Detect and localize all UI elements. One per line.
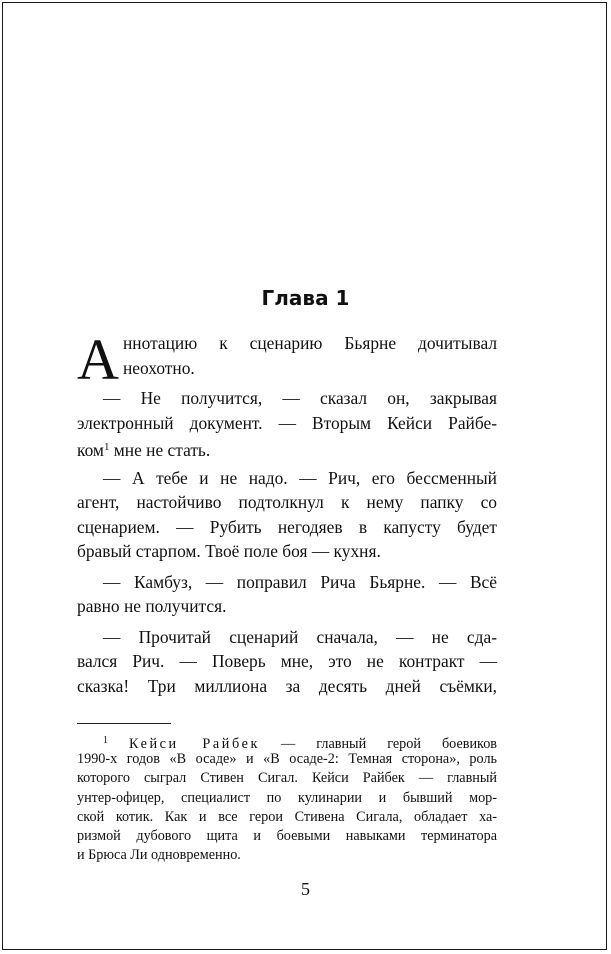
footnote-line: ризмой дубового щита и боевыми навыками терминатора (77, 827, 497, 844)
footnote-name: Кейси Райбек (129, 736, 260, 752)
paragraph-line: — А тебе и не надо. — Рич, его бессменный (103, 467, 497, 488)
footnote-line: 1990-х годов «В осаде» и «В осаде-2: Темная сторона», роль (77, 751, 497, 768)
page-number: 5 (301, 879, 310, 899)
paragraph-line: бравый старпом. Твоё поле боя — кухня. (77, 541, 381, 561)
paragraph-line: сказка! Три миллиона за десять дней съёмки, (77, 675, 497, 696)
book-page (2, 2, 607, 950)
footnote-line: ской котик. Как и все герои Стивена Сигала, обладает ха- (77, 808, 497, 825)
footnote-line: унтер-офицер, специалист по кулинарии и бывший мор- (77, 789, 497, 806)
paragraph-line: агент, настойчиво подтолкнул к нему папку со (77, 492, 497, 512)
footnote-line: которого сыграл Стивен Сигал. Кейси Райбек — главный (77, 770, 497, 787)
footnote (77, 731, 497, 865)
paragraph-line: вался Рич. — Поверь мне, это не контракт — (77, 651, 497, 671)
paragraph-line: ннотацию к сценарию Бьярне дочитывал (123, 333, 497, 353)
paragraph-line (77, 435, 497, 460)
footnote-text: — главный герой боевиков (260, 736, 498, 752)
paragraph-line: — Камбуз, — поправил Рича Бьярне. — Всё (103, 571, 497, 592)
footnote-marker[interactable]: 1 (103, 441, 110, 453)
paragraph-line: равно не получится. (77, 596, 227, 616)
footnote-line (77, 731, 497, 750)
paragraph-line: — Не получится, — сказал он, закрывая (103, 388, 497, 408)
chapter-title: Глава 1 (261, 286, 350, 310)
footnote-line: и Брюса Ли одновременно. (77, 847, 241, 864)
paragraph-line: электронный документ. — Вторым Кейси Райбе- (77, 412, 497, 433)
footnote-ref-word: ком (77, 440, 104, 460)
footnote-number: 1 (103, 735, 108, 746)
paragraph-line: — Прочитай сценарий сначала, — не сда- (103, 626, 497, 647)
main-text (77, 327, 497, 698)
paragraph-text: мне не стать. (109, 440, 211, 460)
paragraph-line: неохотно. (123, 357, 195, 378)
footnote-divider (77, 723, 171, 724)
drop-cap: А (77, 327, 119, 392)
paragraph-line: сценарием. — Рубить негодяев в капусту будет (77, 516, 497, 537)
